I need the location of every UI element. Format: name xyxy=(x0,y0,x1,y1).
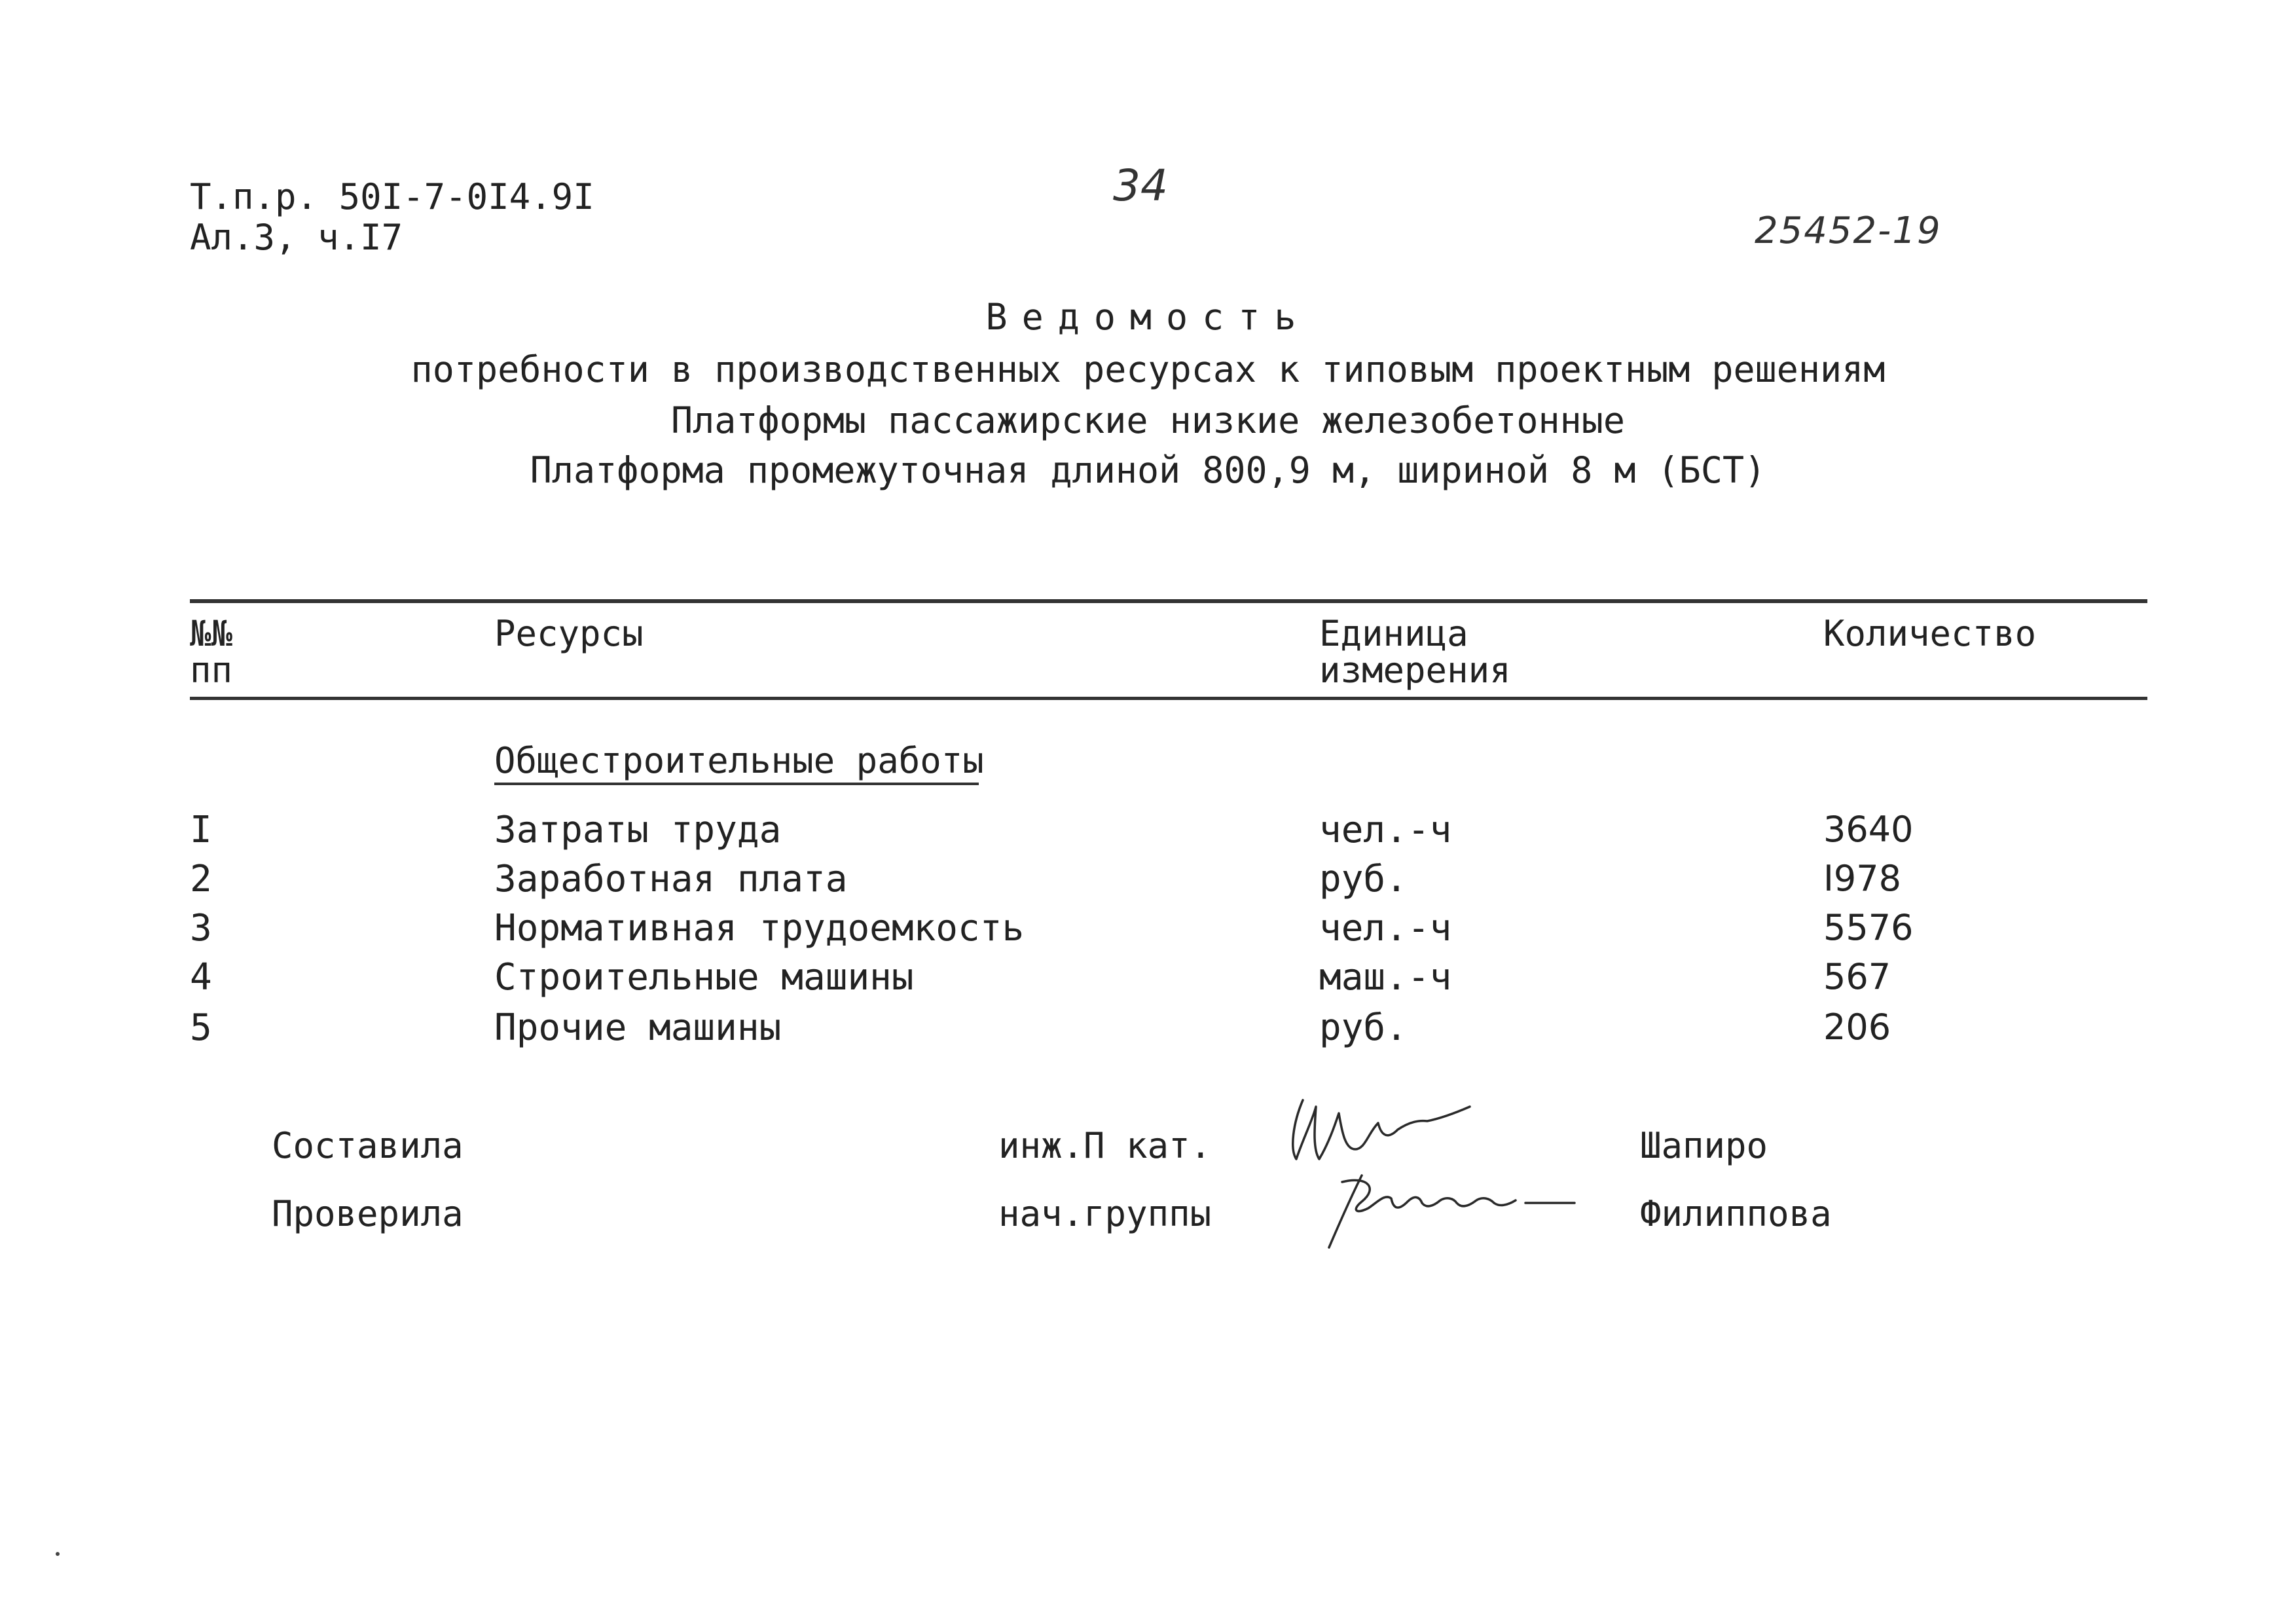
row-quantity: 567 xyxy=(1823,956,1891,997)
table-top-rule xyxy=(190,599,2147,603)
row-resource: Заработная плата xyxy=(494,858,848,900)
row-number: I xyxy=(190,809,212,851)
row-number: 4 xyxy=(190,956,212,999)
document-code-line1: Т.п.р. 50I-7-0I4.9I xyxy=(190,176,594,217)
handwritten-signature-checker xyxy=(1316,1162,1591,1254)
column-header-number xyxy=(190,613,233,691)
column-header-number-line1: №№ xyxy=(190,613,233,654)
row-resource: Прочие машины xyxy=(494,1006,782,1049)
signature-role: Составила xyxy=(272,1125,464,1166)
signature-name: Филиппова xyxy=(1640,1193,1832,1234)
row-resource: Строительные машины xyxy=(494,956,914,999)
document-subtitle-line3: Платформа промежуточная длиной 800,9 м, шириной 8 м (БСТ) xyxy=(530,449,1766,491)
row-unit: маш.-ч xyxy=(1319,956,1452,999)
row-resource: Нормативная трудоемкость xyxy=(494,907,1025,950)
page-number: 34 xyxy=(1113,160,1168,211)
column-header-unit-line1: Единица xyxy=(1319,613,1468,654)
column-header-number-line2: пп xyxy=(190,650,233,691)
signature-role: Проверила xyxy=(272,1193,464,1234)
column-header-resources: Ресурсы xyxy=(494,613,644,654)
section-title-underline xyxy=(494,783,979,785)
signature-position: инж.П кат. xyxy=(998,1125,1212,1166)
row-unit: чел.-ч xyxy=(1319,809,1452,851)
column-header-unit xyxy=(1319,613,1511,691)
column-header-quantity: Количество xyxy=(1823,613,2037,654)
document-title: Ведомость xyxy=(985,296,1311,338)
row-unit: руб. xyxy=(1319,1006,1408,1049)
handwritten-signature-compiler xyxy=(1283,1087,1499,1172)
scan-speck xyxy=(56,1552,60,1556)
row-quantity: 3640 xyxy=(1823,809,1914,850)
section-title: Общестроительные работы xyxy=(494,740,984,781)
table-header-rule xyxy=(190,697,2147,700)
signature-name: Шапиро xyxy=(1640,1125,1768,1166)
row-number: 5 xyxy=(190,1006,212,1049)
registration-number: 25452-19 xyxy=(1755,210,1942,252)
document-subtitle-line1: потребности в производственных ресурсах к типовым проектным решениям xyxy=(410,348,1886,390)
document-code-line2: Ал.3, ч.I7 xyxy=(190,217,403,258)
row-unit: руб. xyxy=(1319,858,1408,900)
row-quantity: 206 xyxy=(1823,1006,1891,1048)
row-unit: чел.-ч xyxy=(1319,907,1452,950)
column-header-unit-line2: измерения xyxy=(1319,650,1511,691)
row-number: 2 xyxy=(190,858,212,900)
row-quantity: I978 xyxy=(1823,858,1901,899)
row-number: 3 xyxy=(190,907,212,950)
row-resource: Затраты труда xyxy=(494,809,782,851)
document-subtitle-line2: Платформы пассажирские низкие железобетонные xyxy=(671,399,1625,441)
document-code xyxy=(190,177,594,258)
row-quantity: 5576 xyxy=(1823,907,1914,948)
signature-position: нач.группы xyxy=(998,1193,1212,1234)
